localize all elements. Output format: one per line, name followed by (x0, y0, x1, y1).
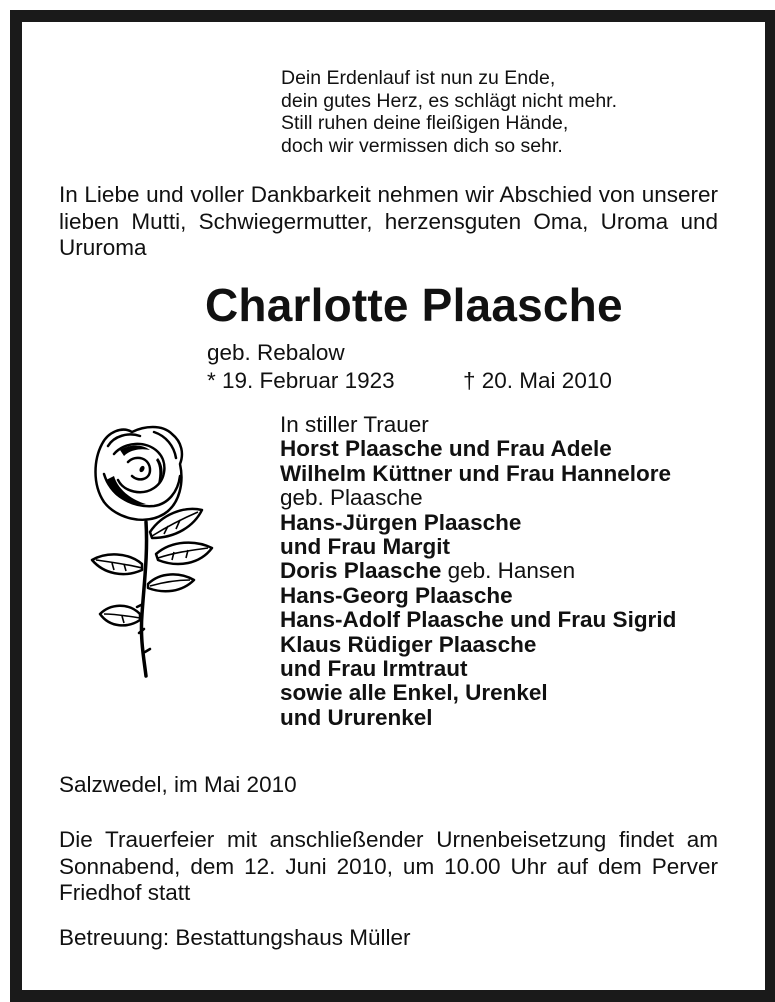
mourner-line: Klaus Rüdiger Plaasche (280, 631, 537, 657)
mourner-line: sowie alle Enkel, Urenkel (280, 680, 548, 706)
maiden-name: geb. Rebalow (207, 340, 345, 365)
rose-icon (84, 414, 224, 684)
place-date: Salzwedel, im Mai 2010 (59, 772, 297, 797)
verse-line: doch wir vermissen dich so sehr. (281, 134, 563, 157)
birth-date: * 19. Februar 1923 (207, 368, 395, 393)
mourners-list (280, 413, 676, 730)
mourner-line: Hans-Georg Plaasche (280, 582, 513, 608)
mourner-line: und Frau Margit (280, 534, 450, 560)
mourner-line: Hans-Adolf Plaasche und Frau Sigrid (280, 607, 677, 633)
mourner-line: und Ururenkel (280, 704, 433, 730)
funeral-home: Betreuung: Bestattungshaus Müller (59, 925, 411, 950)
mourner-line: und Frau Irmtraut (280, 656, 468, 682)
verse-line: Still ruhen deine fleißigen Hände, (281, 112, 569, 134)
mourner-line: Hans-Jürgen Plaasche (280, 509, 522, 535)
mourner-line: Horst Plaasche und Frau Adele (280, 436, 612, 462)
mourner-note: geb. Plaasche (280, 485, 423, 511)
obituary-frame (10, 10, 775, 1002)
mourning-intro: In stiller Trauer (280, 412, 429, 437)
mourner-line: Wilhelm Küttner und Frau Hannelore (280, 460, 672, 486)
death-date: † 20. Mai 2010 (463, 368, 612, 393)
verse-line: Dein Erdenlauf ist nun zu Ende, (281, 67, 556, 89)
mourner-note: geb. Hansen (441, 558, 576, 584)
verse-line: dein gutes Herz, es schlägt nicht mehr. (281, 89, 618, 112)
mourner-name: Doris Plaasche (280, 558, 442, 584)
memorial-verse (281, 67, 617, 157)
life-dates (207, 368, 612, 394)
farewell-intro: In Liebe und voller Dankbarkeit nehmen wir Abschied von unserer lieben Mutti, Schwiegermutter, herzensguten Oma, Uroma und Ururoma (59, 182, 718, 260)
deceased-name: Charlotte Plaasche (205, 279, 623, 331)
funeral-info: Die Trauerfeier mit anschließender Urnenbeisetzung findet am Sonnabend, dem 12. Juni 2010, um 10.00 Uhr auf dem Perver Friedhof statt (59, 827, 718, 905)
mourner-line (280, 559, 676, 583)
